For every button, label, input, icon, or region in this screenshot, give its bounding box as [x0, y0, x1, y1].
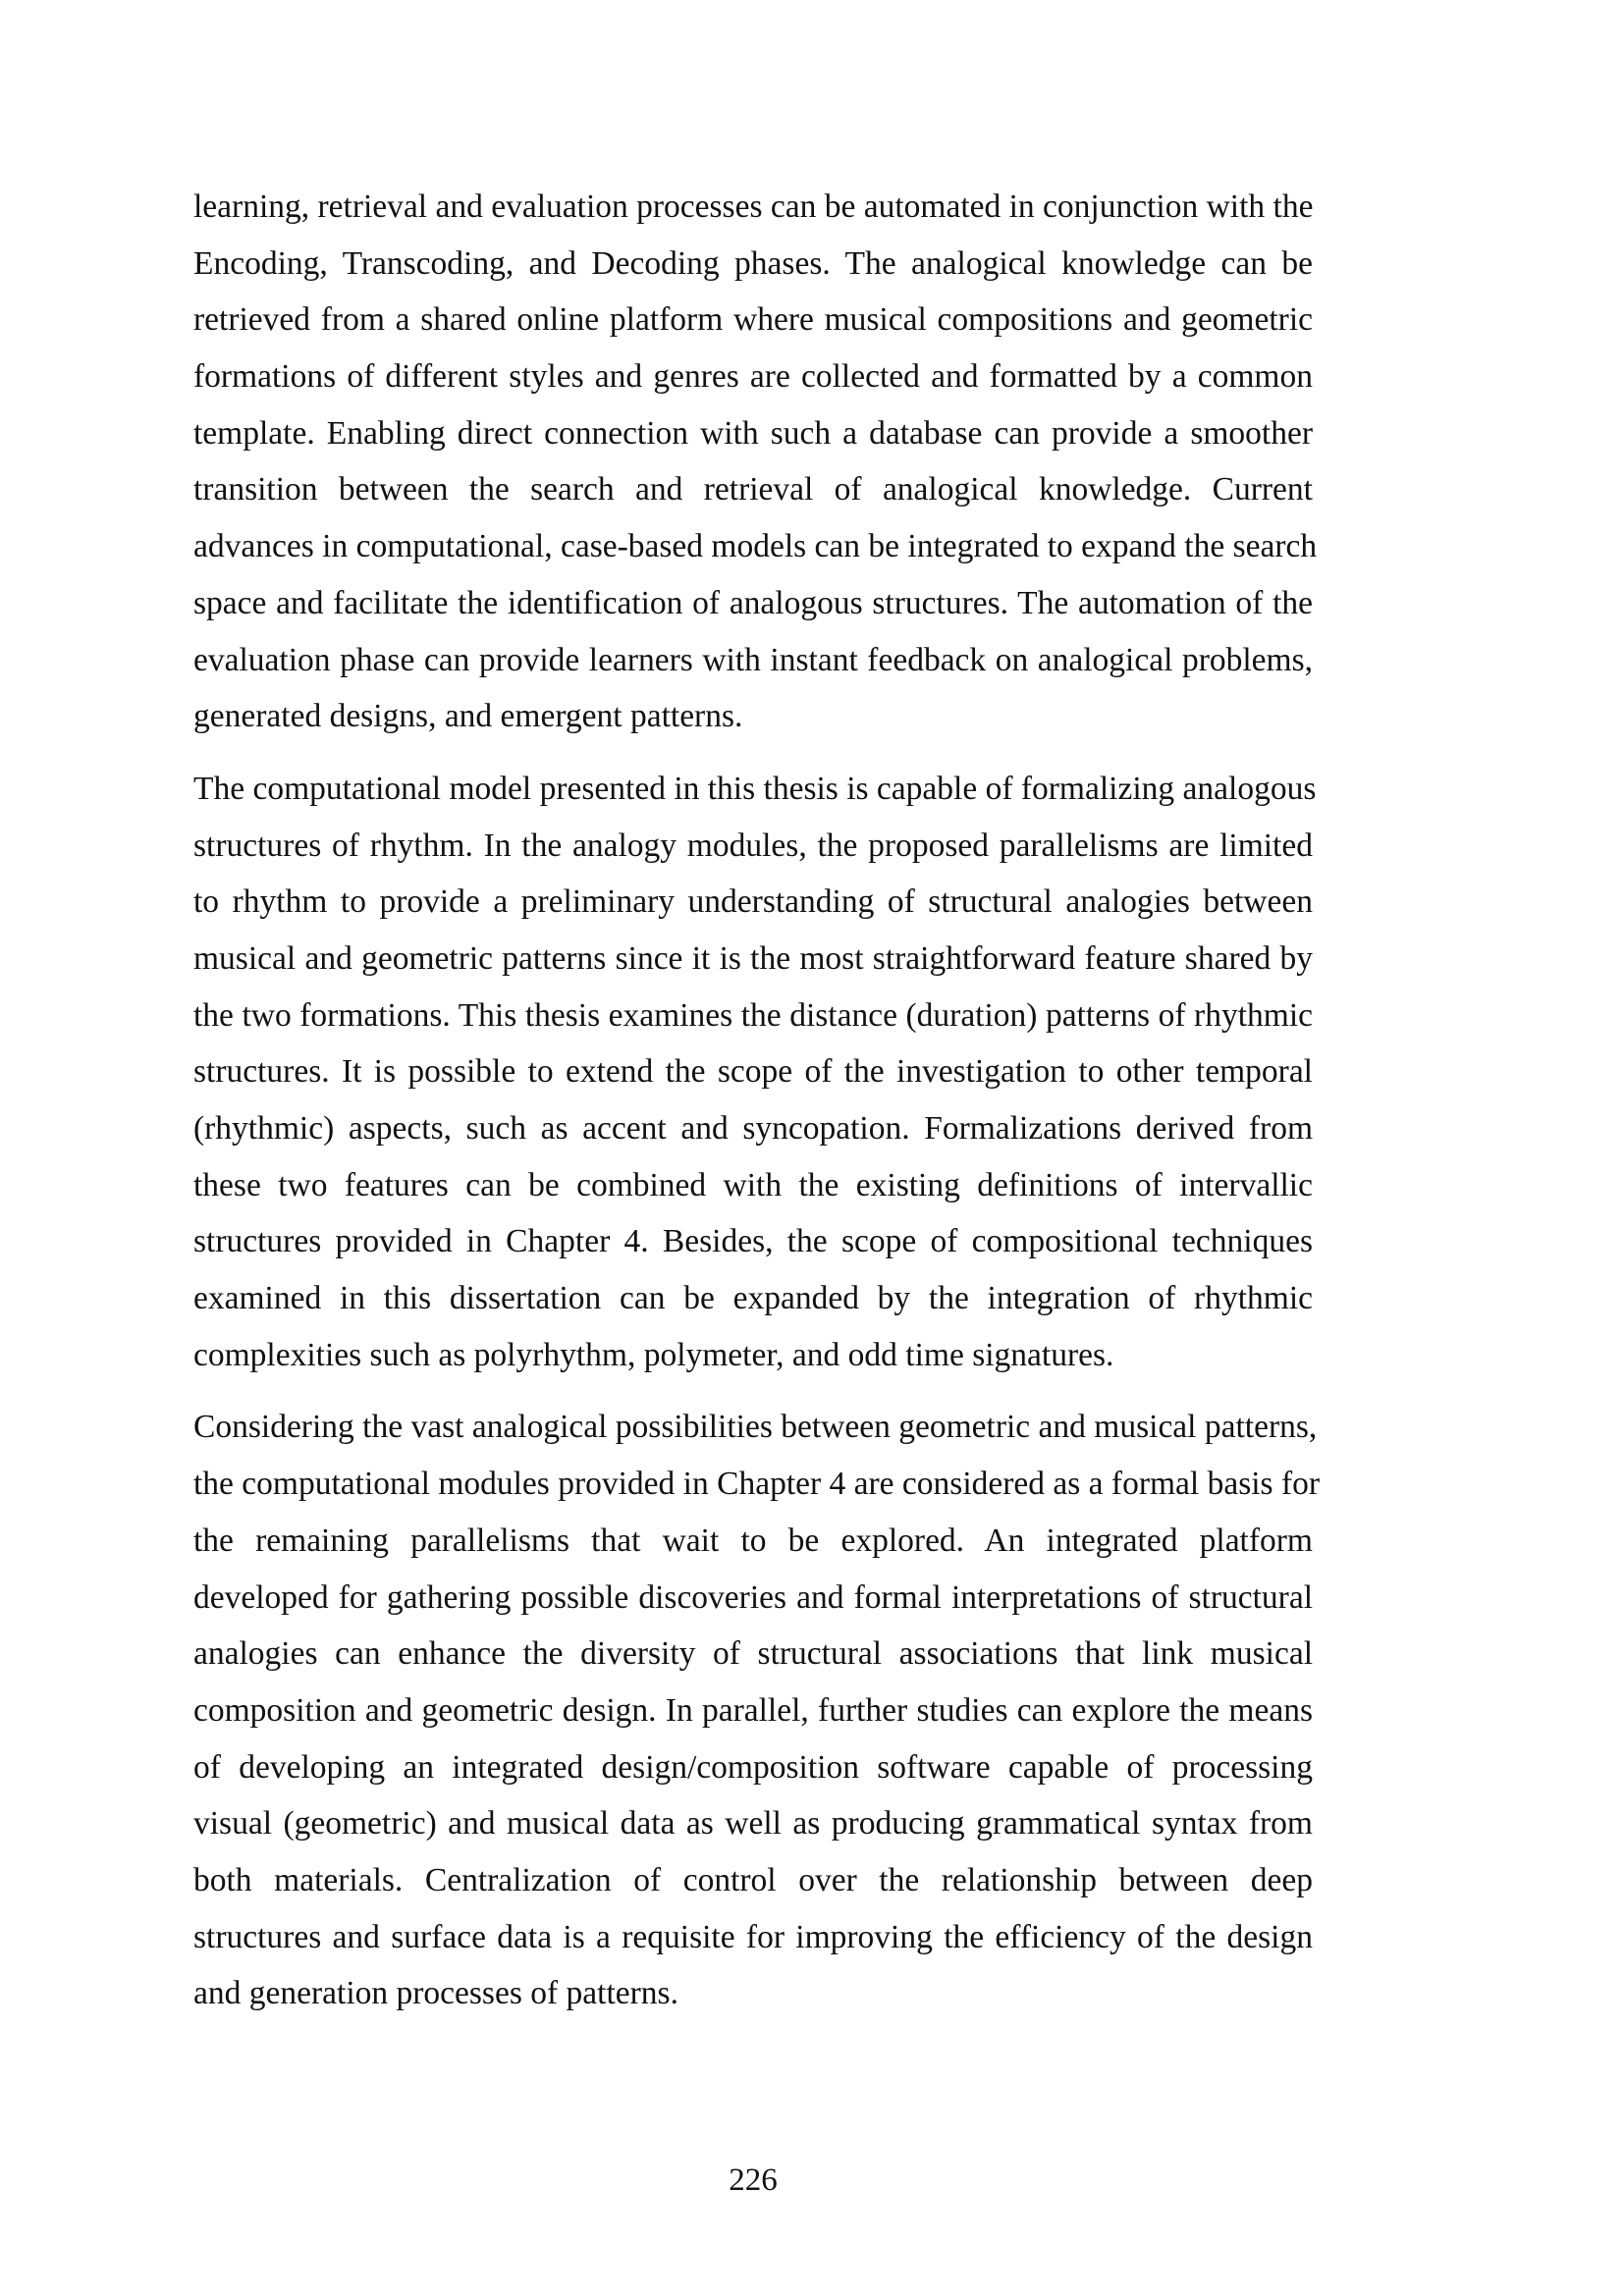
- text-line: formations of different styles and genres are collected and formatted by a common: [193, 358, 1313, 396]
- page-number: [0, 2163, 1506, 2199]
- text-line: the two formations. This thesis examines the distance (duration) patterns of rhythmic: [193, 996, 1313, 1034]
- text-line: the remaining parallelisms that wait to be explored. An integrated platform: [193, 1522, 1313, 1559]
- text-line: to rhythm to provide a preliminary understanding of structural analogies between: [193, 883, 1313, 921]
- text-line: complexities such as polyrhythm, polymeter, and odd time signatures.: [193, 1336, 1114, 1373]
- paragraph-2: [193, 761, 1317, 1384]
- text-line: developed for gathering possible discoveries and formal interpretations of structural: [193, 1578, 1313, 1616]
- text-line: retrieved from a shared online platform where musical compositions and geometric: [193, 301, 1313, 339]
- text-line: structures and surface data is a requisite for improving the efficiency of the design: [193, 1918, 1313, 1955]
- text-line: analogies can enhance the diversity of structural associations that link musical: [193, 1635, 1313, 1673]
- text-line: structures of rhythm. In the analogy modules, the proposed parallelisms are limited: [193, 827, 1313, 864]
- text-line: structures. It is possible to extend the scope of the investigation to other temporal: [193, 1053, 1313, 1091]
- text-line: musical and geometric patterns since it is the most straightforward feature shared by: [193, 939, 1313, 977]
- text-line: The computational model presented in this thesis is capable of formalizing analogous: [193, 770, 1317, 807]
- text-line: generated designs, and emergent patterns.: [193, 698, 743, 735]
- text-line: Considering the vast analogical possibilities between geometric and musical patterns,: [193, 1409, 1318, 1446]
- text-line: Encoding, Transcoding, and Decoding phases. The analogical knowledge can be: [193, 244, 1313, 282]
- page-number-text: 226: [729, 2163, 778, 2198]
- text-line: these two features can be combined with the existing definitions of intervallic: [193, 1166, 1313, 1203]
- text-line: structures provided in Chapter 4. Besides, the scope of compositional techniques: [193, 1223, 1313, 1260]
- text-line: composition and geometric design. In parallel, further studies can explore the means: [193, 1691, 1313, 1729]
- text-line: the computational modules provided in Chapter 4 are considered as a formal basis for: [193, 1466, 1321, 1503]
- text-line: visual (geometric) and musical data as well as producing grammatical syntax from: [193, 1805, 1313, 1842]
- text-line: examined in this dissertation can be expanded by the integration of rhythmic: [193, 1280, 1313, 1317]
- text-line: and generation processes of patterns.: [193, 1975, 678, 2012]
- text-line: evaluation phase can provide learners with instant feedback on analogical problems,: [193, 641, 1313, 678]
- paragraph-3: [193, 1399, 1321, 2022]
- paragraph-1: [193, 179, 1318, 745]
- text-line: (rhythmic) aspects, such as accent and syncopation. Formalizations derived from: [193, 1110, 1313, 1147]
- text-line: space and facilitate the identification of analogous structures. The automation of the: [193, 584, 1313, 621]
- text-line: learning, retrieval and evaluation processes can be automated in conjunction with the: [193, 188, 1314, 225]
- text-line: both materials. Centralization of control over the relationship between deep: [193, 1861, 1313, 1898]
- text-line: template. Enabling direct connection with such a database can provide a smoother: [193, 414, 1313, 452]
- body-text: [193, 179, 1321, 2038]
- text-line: advances in computational, case-based models can be integrated to expand the search: [193, 528, 1318, 565]
- text-line: transition between the search and retrieval of analogical knowledge. Current: [193, 471, 1313, 508]
- text-line: of developing an integrated design/composition software capable of processing: [193, 1748, 1313, 1786]
